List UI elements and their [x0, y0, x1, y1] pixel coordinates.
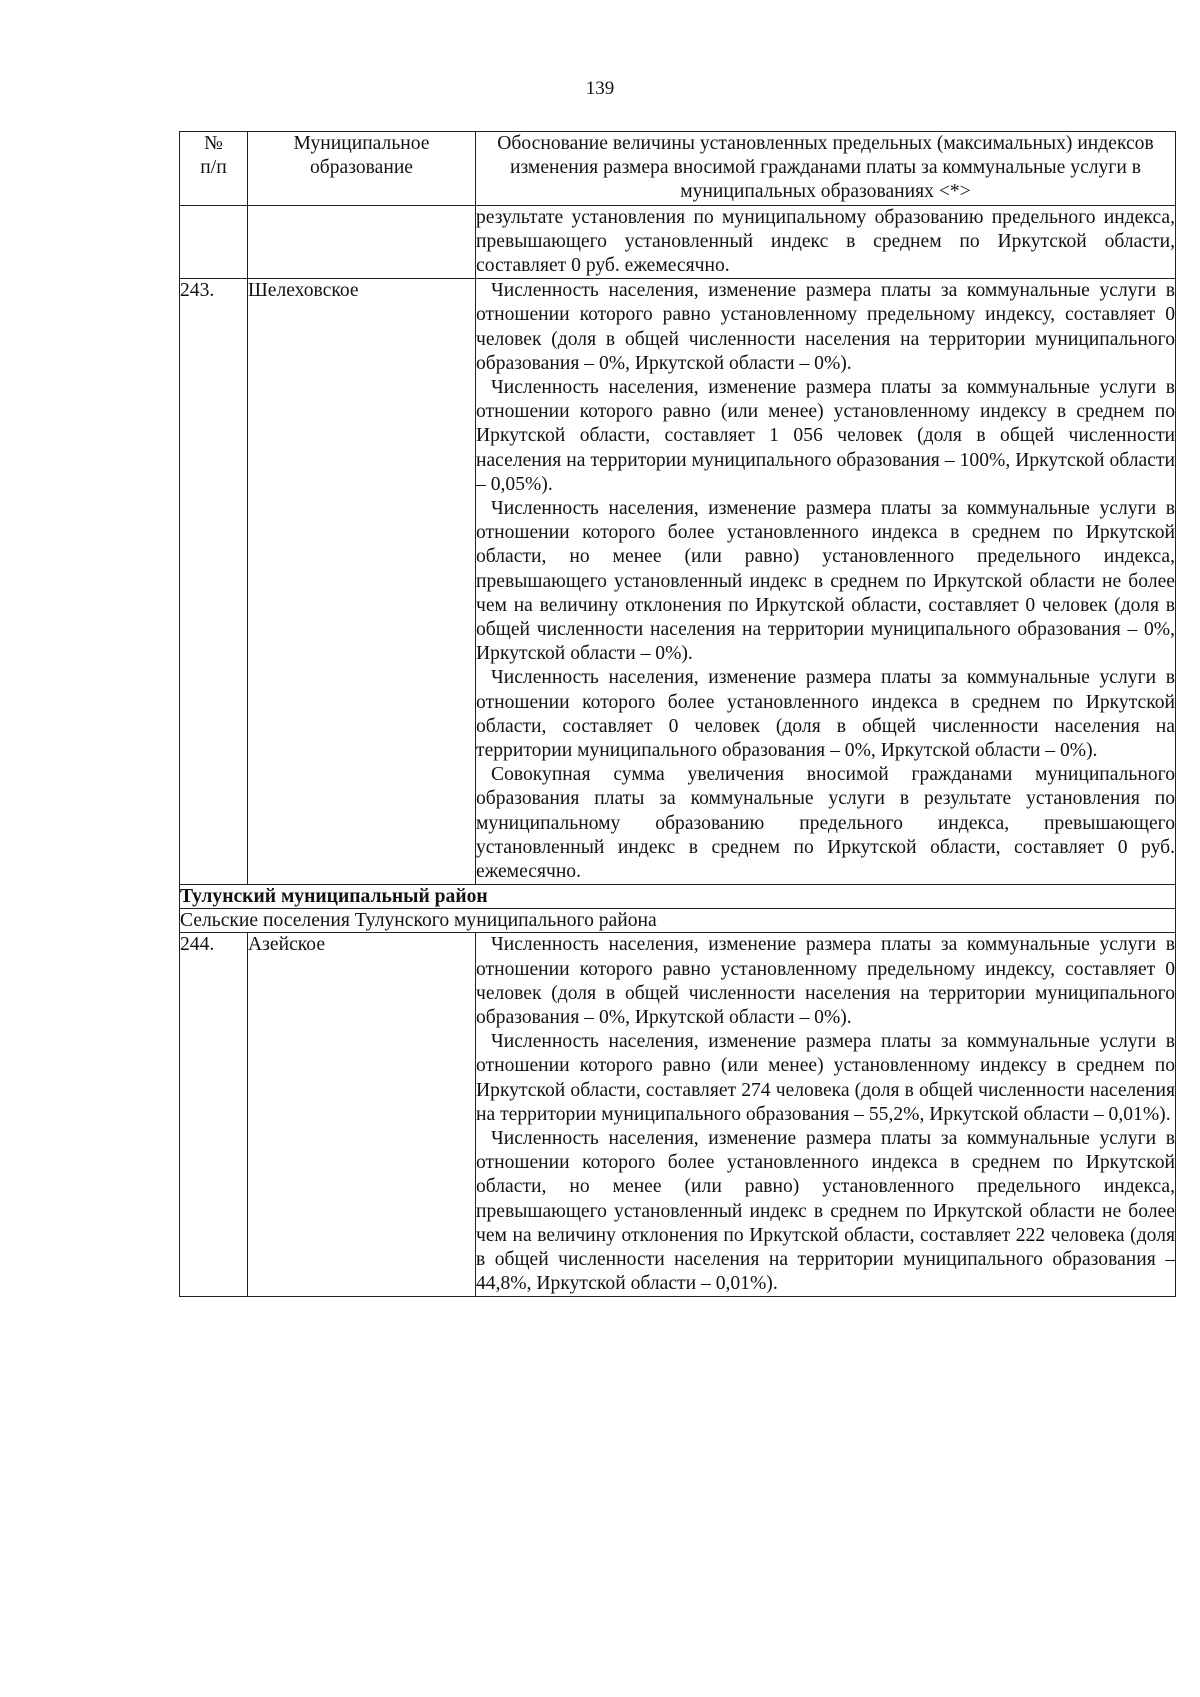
carryover-text-cell — [476, 205, 1176, 279]
rationale-paragraph: Численность населения, изменение размера платы за коммунальные услуги в отношении которого равно (или менее) установленному индексу в среднем по Иркутской области, составляет 274 человека (доля в общей численности населения на территории муниципального образования – 55,2%, Иркутской области – 0,01%). — [476, 1031, 1175, 1125]
municipality-header-line1: Муниципальное — [293, 133, 430, 154]
rationale-cell — [476, 279, 1176, 885]
municipality-name: Шелеховское — [248, 279, 476, 885]
settlements-heading-row — [180, 909, 1176, 933]
rationale-paragraph: Численность населения, изменение размера платы за коммунальные услуги в отношении которого равно установленному предельному индексу, составляет 0 человек (доля в общей численности населения на территории муниципального образования – 0%, Иркутской области – 0%). — [476, 280, 1175, 374]
table-row-carryover — [180, 205, 1176, 279]
row-number: 243. — [180, 279, 248, 885]
number-column-header — [180, 132, 248, 206]
carryover-number-cell — [180, 205, 248, 279]
table-row-243 — [180, 279, 1176, 885]
district-heading: Тулунский муниципальный район — [180, 885, 1176, 909]
row-number: 244. — [180, 933, 248, 1297]
rationale-paragraph: Совокупная сумма увеличения вносимой гражданами муниципального образования платы за коммунальные услуги в результате установления по муниципальному образованию предельного индекса, превышающего установленный индекс в среднем по Иркутской области, составляет 0 руб. ежемесячно. — [476, 764, 1175, 883]
page-number: 139 — [585, 78, 615, 99]
rationale-cell — [476, 933, 1176, 1297]
tariff-index-table — [179, 131, 1176, 1297]
settlements-heading: Сельские поселения Тулунского муниципального района — [180, 909, 1176, 933]
carryover-name-cell — [248, 205, 476, 279]
rationale-paragraph: Численность населения, изменение размера платы за коммунальные услуги в отношении которого более установленного индекса в среднем по Иркутской области, но менее (или равно) установленного предельного индекса, превышающего установленный индекс в среднем по Иркутской области не более чем на величину отклонения по Иркутской области, составляет 222 человека (доля в общей численности населения на территории муниципального образования – 44,8%, Иркутской области – 0,01%). — [476, 1127, 1175, 1295]
rationale-paragraph: Численность населения, изменение размера платы за коммунальные услуги в отношении которого более установленного индекса в среднем по Иркутской области, составляет 0 человек (доля в общей численности населения на территории муниципального образования – 0%, Иркутской области – 0%). — [476, 667, 1175, 762]
rationale-paragraph: Численность населения, изменение размера платы за коммунальные услуги в отношении которого равно установленному предельному индексу, составляет 0 человек (доля в общей численности населения на территории муниципального образования – 0%, Иркутской области – 0%). — [476, 934, 1175, 1028]
carryover-paragraph: результате установления по муниципальному образованию предельного индекса, превышающего установленный индекс в среднем по Иркутской области, составляет 0 руб. ежемесячно. — [476, 206, 1175, 277]
table-header-row — [180, 132, 1176, 206]
municipality-name: Азейское — [248, 933, 476, 1297]
district-heading-row — [180, 885, 1176, 909]
number-sign: № — [204, 133, 223, 154]
rationale-paragraph: Численность населения, изменение размера платы за коммунальные услуги в отношении которого равно (или менее) установленному индексу в среднем по Иркутской области, составляет 1 056 человек (доля в общей численности населения на территории муниципального образования – 100%, Иркутской области – 0,05%). — [476, 377, 1175, 495]
number-abbrev: п/п — [200, 157, 227, 179]
rationale-paragraph: Численность населения, изменение размера платы за коммунальные услуги в отношении которого более установленного индекса в среднем по Иркутской области, но менее (или равно) установленного предельного индекса, превышающего установленный индекс в среднем по Иркутской области не более чем на величину отклонения по Иркутской области, составляет 0 человек (доля в общей численности населения на территории муниципального образования – 0%, Иркутской области – 0%). — [476, 498, 1175, 665]
table-row-244 — [180, 933, 1176, 1297]
rationale-column-header: Обоснование величины установленных предельных (максимальных) индексов изменения размера вносимой гражданами платы за коммунальные услуги в муниципальных образованиях <*> — [476, 132, 1176, 206]
municipality-header-line2: образование — [309, 157, 414, 179]
municipality-column-header — [248, 132, 476, 206]
